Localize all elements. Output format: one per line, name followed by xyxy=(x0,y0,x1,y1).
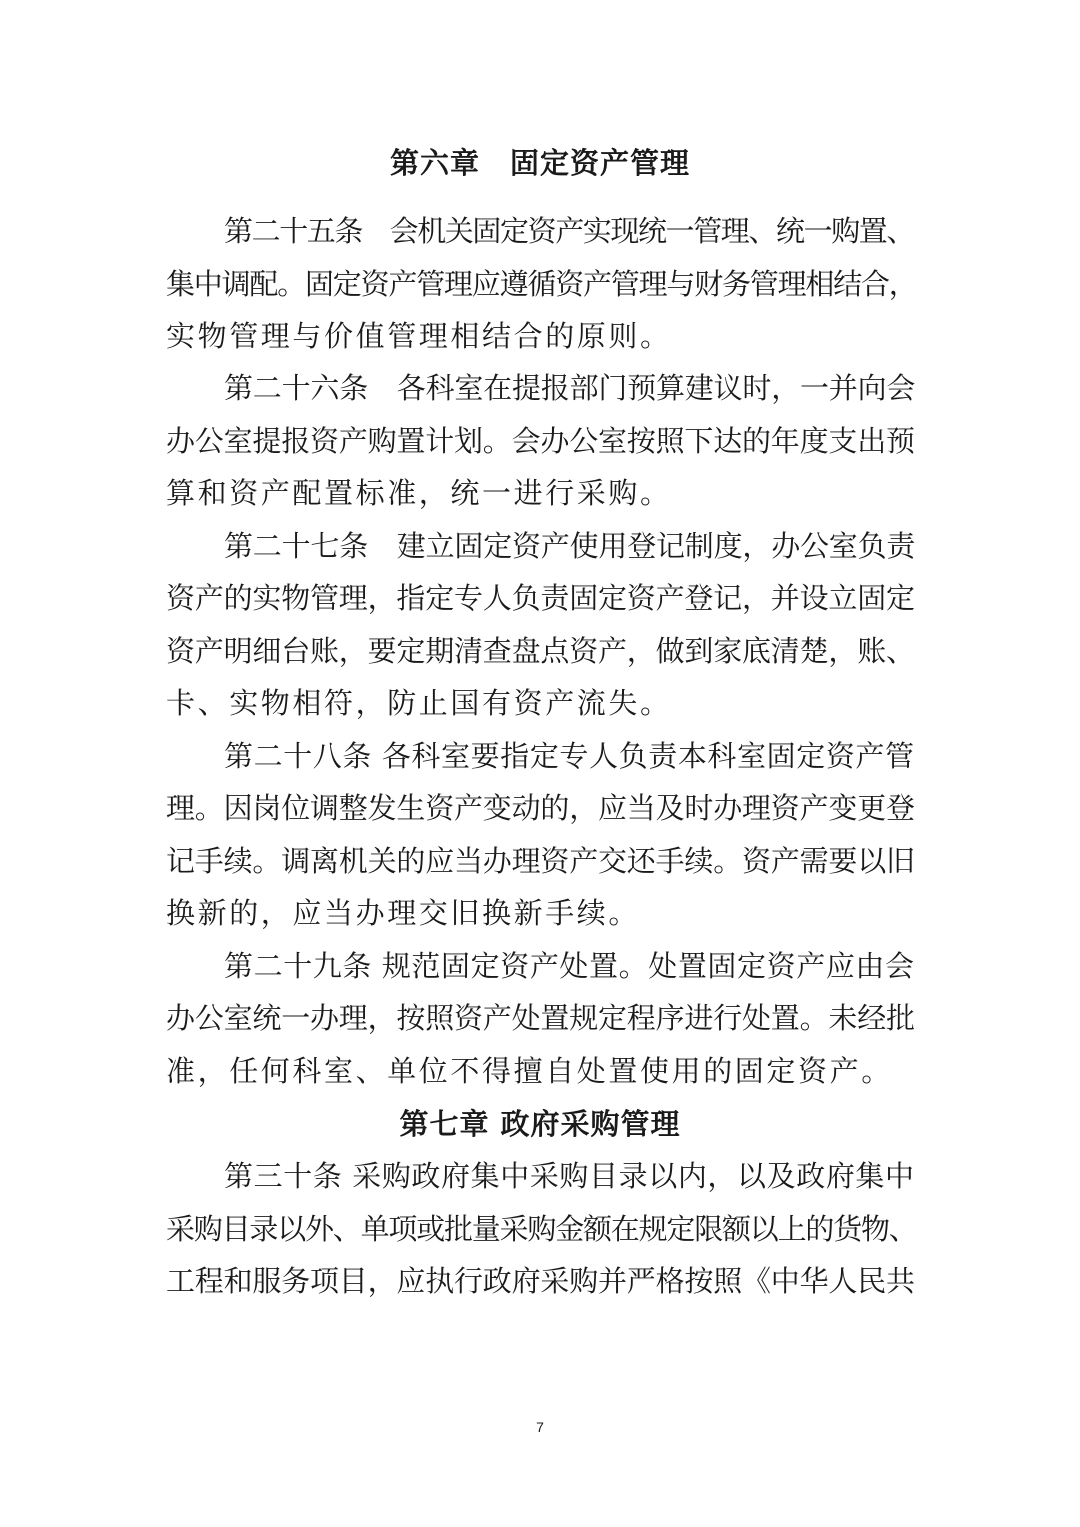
article-30-line-2: 采购目录以外、单项或批量采购金额在规定限额以上的货物、 xyxy=(166,1212,917,1246)
article-25-line-3: 实物管理与价值管理相结合的原则。 xyxy=(166,319,672,353)
article-26-line-1: 第二十六条 各科室在提报部门预算建议时，一并向会 xyxy=(224,371,916,405)
article-27-line-1: 第二十七条 建立固定资产使用登记制度，办公室负责 xyxy=(224,529,916,563)
chapter-7-title: 第七章 政府采购管理 xyxy=(399,1107,681,1141)
article-27-line-2: 资产的实物管理，指定专人负责固定资产登记，并设立固定 xyxy=(166,581,915,615)
chapter-6-title: 第六章 固定资产管理 xyxy=(389,146,690,180)
page-number: 7 xyxy=(536,1419,544,1435)
article-27-line-4: 卡、实物相符，防止国有资产流失。 xyxy=(166,686,672,720)
article-29-line-3: 准，任何科室、单位不得擅自处置使用的固定资产。 xyxy=(166,1054,893,1088)
article-25-line-2: 集中调配。固定资产管理应遵循资产管理与财务管理相结合， xyxy=(166,267,917,301)
article-25-line-1: 第二十五条 会机关固定资产实现统一管理、统一购置、 xyxy=(224,214,915,248)
article-29-line-1: 第二十九条 规范固定资产处置。处置固定资产应由会 xyxy=(224,949,915,983)
article-30-line-1: 第三十条 采购政府集中采购目录以内，以及政府集中 xyxy=(224,1159,915,1193)
article-26-line-3: 算和资产配置标准，统一进行采购。 xyxy=(166,476,672,510)
article-28-line-2: 理。因岗位调整发生资产变动的，应当及时办理资产变更登 xyxy=(166,791,915,825)
article-27-line-3: 资产明细台账，要定期清查盘点资产，做到家底清楚，账、 xyxy=(166,634,915,668)
article-30-line-3: 工程和服务项目，应执行政府采购并严格按照《中华人民共 xyxy=(166,1264,915,1298)
article-28-line-1: 第二十八条 各科室要指定专人负责本科室固定资产管 xyxy=(224,739,915,773)
article-28-line-4: 换新的，应当办理交旧换新手续。 xyxy=(166,896,641,930)
article-26-line-2: 办公室提报资产购置计划。会办公室按照下达的年度支出预 xyxy=(166,424,915,458)
article-29-line-2: 办公室统一办理，按照资产处置规定程序进行处置。未经批 xyxy=(166,1001,915,1035)
article-28-line-3: 记手续。调离机关的应当办理资产交还手续。资产需要以旧 xyxy=(166,844,915,878)
